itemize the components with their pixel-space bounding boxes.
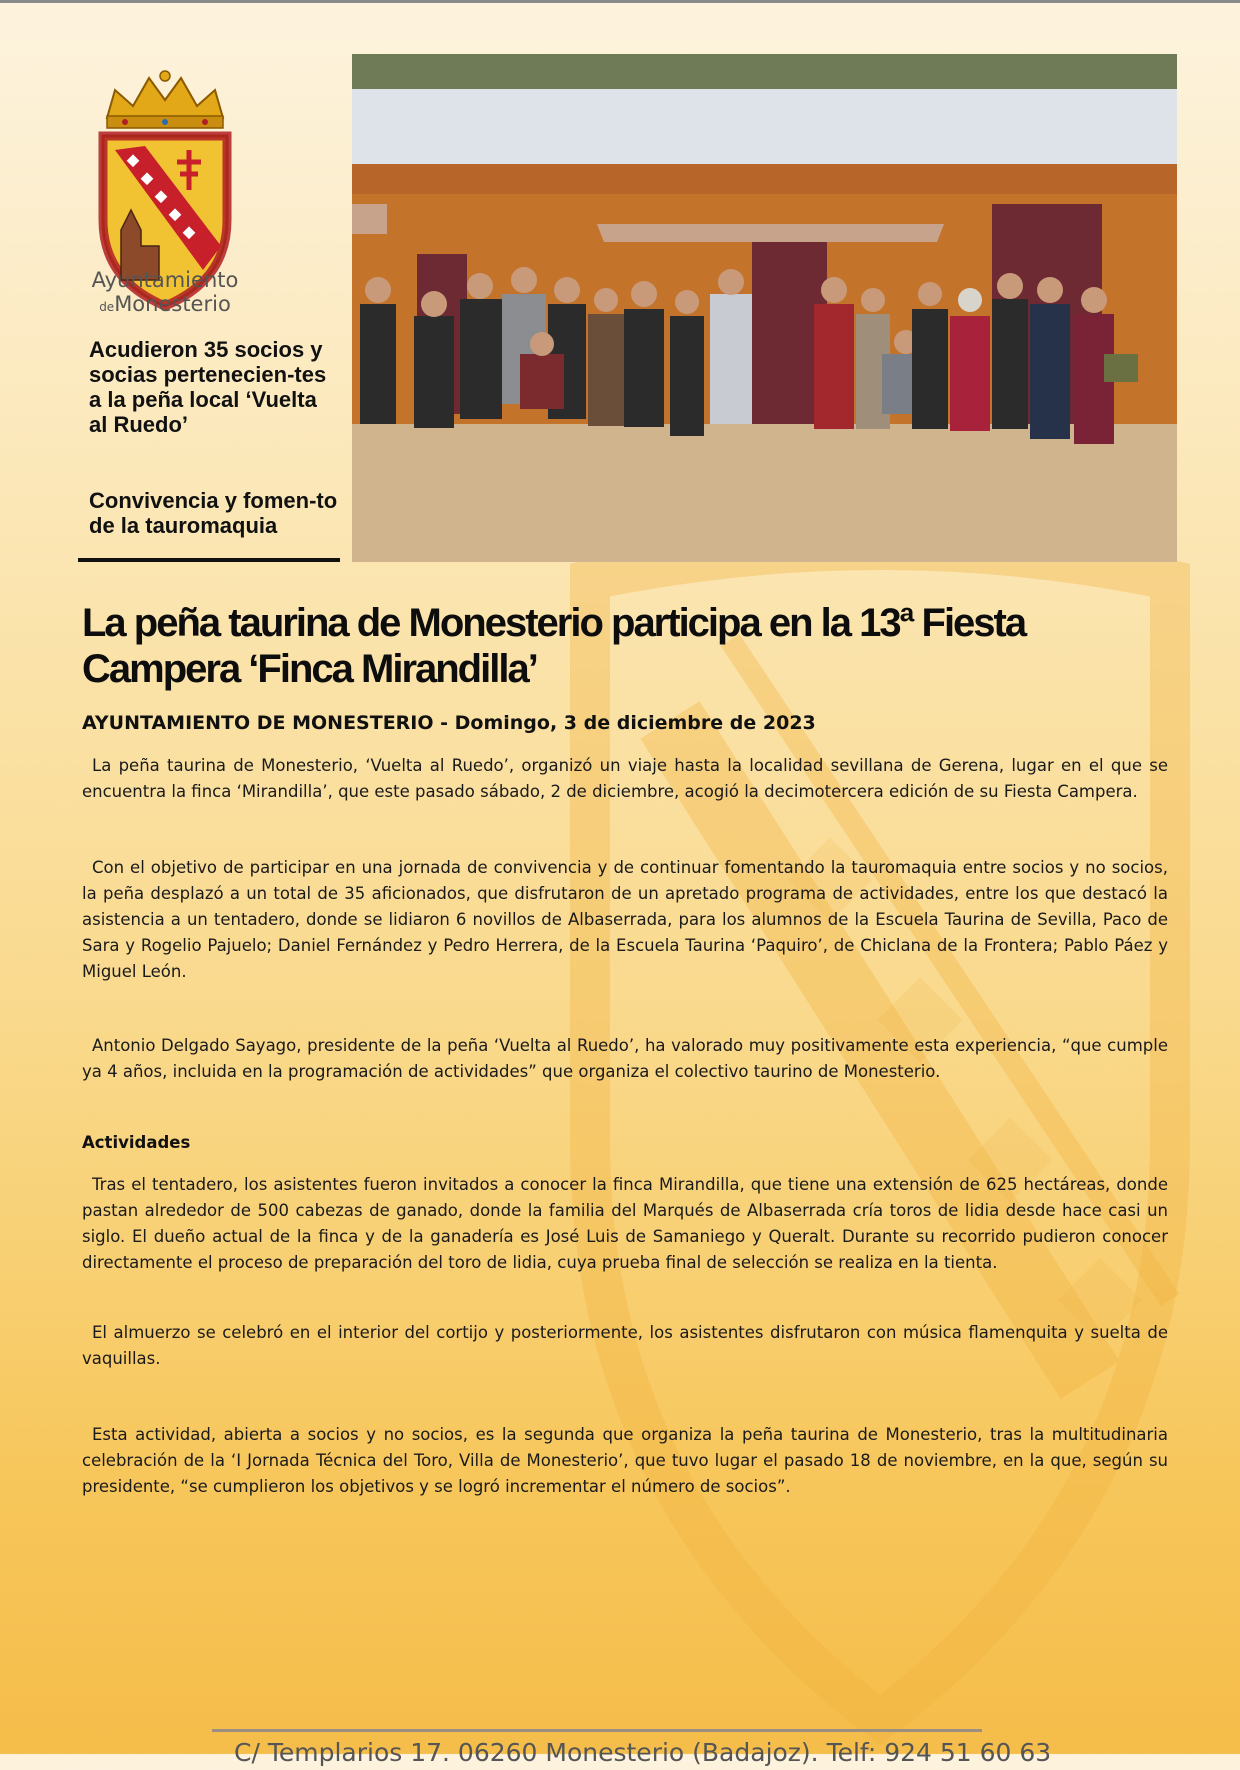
article-byline: AYUNTAMIENTO DE MONESTERIO - Domingo, 3 de diciembre de 2023 [82,712,816,734]
logo-text-de: de [99,300,115,314]
article-title: La peña taurina de Monesterio participa en la 13ª Fiesta Campera ‘Finca Mirandilla’ [82,601,1026,691]
sidebar-rule [78,558,340,562]
paragraph-4: Tras el tentadero, los asistentes fueron invitados a conocer la finca Mirandilla, que tiene una extensión de 625 hectáreas, donde pastan alrededor de 500 cabezas de ganado, donde la familia del Marqués de Albaserrada cría toros de lidia desde hace casi un siglo. El dueño actual de la finca y de la ganadería es José Luis de Samaniego y Queralt. Durante su recorrido pudieron conocer directamente el proceso de preparación del toro de lidia, cuya prueba final de selección se realiza en la tienta. [82,1175,1168,1272]
paragraph-2: Con el objetivo de participar en una jornada de convivencia y de continuar fomentando la tauromaquia entre socios y no socios, la peña desplazó a un total de 35 aficionados, que disfrutaron de un apretado programa de actividades, entre los que destacó la asistencia a un tentadero, donde se lidiaron 6 novillos de Albaserrada, para los alumnos de la Escuela Taurina de Sevilla, Paco de Sara y Rogelio Pajuelo; Daniel Fernández y Pedro Herrera, de la Escuela Taurina ‘Paquiro’, de Chiclana de la Frontera; Pablo Páez y Miguel León. [82,858,1168,981]
logo-text-ayuntamiento: Ayuntamiento [91,268,239,292]
group-photo [352,54,1177,562]
sidebar-headline-coexistence: Convivencia y fomen-to de la tauromaquia [89,488,338,538]
paragraph-5: El almuerzo se celebró en el interior del cortijo y posteriormente, los asistentes disfrutaron con música flamenquita y suelta de vaquillas. [82,1323,1168,1368]
section-heading-actividades: Actividades [82,1133,191,1152]
logo-text-name: Monesterio [114,292,231,316]
paragraph-3: Antonio Delgado Sayago, presidente de la peña ‘Vuelta al Ruedo’, ha valorado muy positivamente esta experiencia, “que cumple ya 4 años, incluida en la programación de actividades” que organiza el colectivo taurino de Monesterio. [82,1036,1168,1081]
sidebar-headline-attendance: Acudieron 35 socios y socias pertenecien-tes a la peña local ‘Vuelta al Ruedo’ [89,337,327,437]
paragraph-6: Esta actividad, abierta a socios y no socios, es la segunda que organiza la peña taurina de Monesterio, tras la multitudinaria celebración de la ‘I Jornada Técnica del Toro, Villa de Monesterio’, que tuvo lugar el pasado 18 de noviembre, en la que, según su presidente, “se cumplieron los objetivos y se logró incrementar el número de socios”. [82,1425,1168,1496]
top-border [0,0,1240,3]
footer-address: C/ Templarios 17. 06260 Monesterio (Badajoz). Telf: 924 51 60 63 [234,1738,1052,1767]
paragraph-1: La peña taurina de Monesterio, ‘Vuelta al Ruedo’, organizó un viaje hasta la localidad sevillana de Gerena, lugar en el que se encuentra la finca ‘Mirandilla’, que este pasado sábado, 2 de diciembre, acogió la decimotercera edición de su Fiesta Campera. [82,756,1168,801]
footer-rule [212,1729,982,1732]
coat-of-arms-watermark [470,520,1240,1770]
logo-text-monesterio [90,292,240,316]
